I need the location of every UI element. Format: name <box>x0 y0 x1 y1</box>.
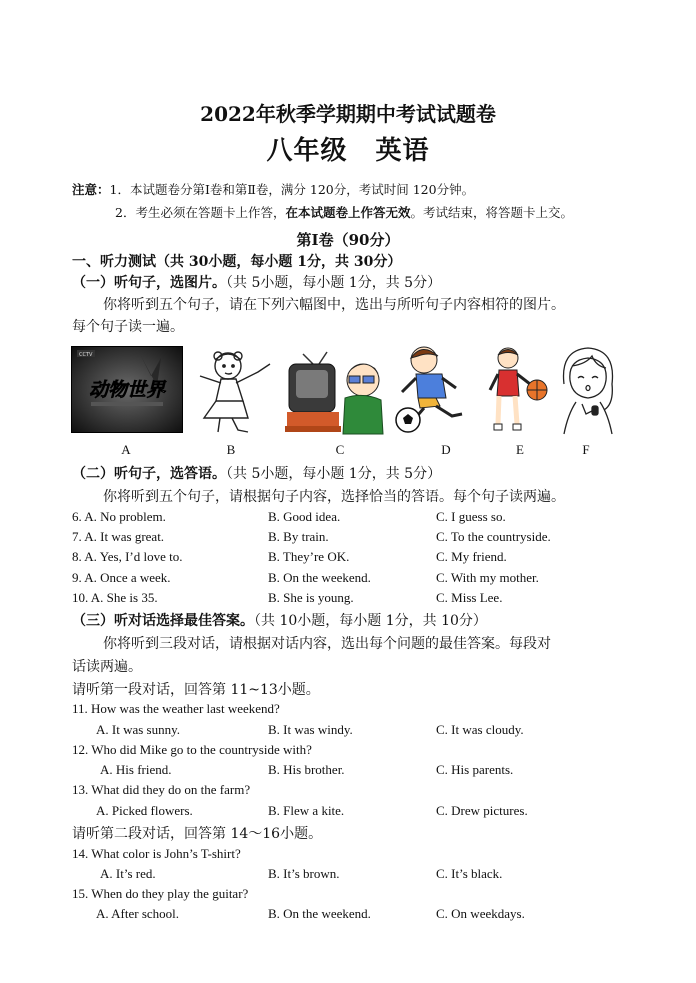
sub3-instruction-1: 你将听到三段对话，请根据对话内容，选出每个问题的最佳答案。每段对 <box>103 636 551 652</box>
q10-option-a: 10. A. She is 35. <box>72 590 158 605</box>
sub2-heading <box>72 463 441 483</box>
q12-text: 12. Who did Mike go to the countryside with? <box>72 742 312 757</box>
boy-watching-tv-icon <box>283 346 385 436</box>
picture-label-e: E <box>516 442 524 457</box>
notice-item-1: 1．本试题卷分第Ⅰ卷和第Ⅱ卷，满分 120分，考试时间 120分钟。 <box>109 182 475 197</box>
girl-singing-icon <box>556 344 620 436</box>
dancing-girl-icon <box>188 346 278 436</box>
sub1-score: （共 5小题，每小题 1分，共 5分） <box>226 275 442 291</box>
sub1-title: （一）听句子，选图片。 <box>72 275 226 291</box>
svg-text:CCTV: CCTV <box>79 352 93 358</box>
q7-option-b: B. By train. <box>268 529 329 544</box>
sub3-title: （三）听对话选择最佳答案。 <box>72 613 254 629</box>
q11-option-a: A. It was sunny. <box>96 722 181 737</box>
exam-title: 2022年秋季学期期中考试试题卷 <box>200 102 496 126</box>
q6-option-c: C. I guess so. <box>436 509 506 524</box>
notice-item-2b: 。考试结束，将答题卡上交。 <box>410 205 573 220</box>
part-title: 一、听力测试（共 30小题，每小题 1分，共 30分） <box>72 254 402 270</box>
q15-text: 15. When do they play the guitar? <box>72 886 249 901</box>
section-title: 第Ⅰ卷（90分） <box>296 231 400 249</box>
sub3-score: （共 10小题，每小题 1分，共 10分） <box>254 613 487 629</box>
q10-option-c: C. Miss Lee. <box>436 590 503 605</box>
q9-option-a: 9. A. Once a week. <box>72 570 171 585</box>
q6-option-a: 6. A. No problem. <box>72 509 166 524</box>
sub1-instruction-1: 你将听到五个句子，请在下列六幅图中，选出与所听句子内容相符的图片。 <box>103 297 565 313</box>
notice-item-2-bold: 在本试题卷上作答无效 <box>285 205 411 220</box>
exam-subject: 八年级 英语 <box>266 136 430 166</box>
q12-option-c: C. His parents. <box>436 762 514 777</box>
q13-text: 13. What did they do on the farm? <box>72 782 251 797</box>
q14-option-b: B. It’s brown. <box>268 866 340 881</box>
picture-label-a: A <box>121 442 131 457</box>
tv-program-animal-world-icon <box>71 346 183 433</box>
sub2-title: （二）听句子，选答语。 <box>72 466 226 482</box>
q9-option-c: C. With my mother. <box>436 570 539 585</box>
dialog2-intro: 请听第二段对话，回答第 14～16小题。 <box>72 826 323 842</box>
q6-option-b: B. Good idea. <box>268 509 341 524</box>
q12-option-b: B. His brother. <box>268 762 345 777</box>
q14-text: 14. What color is John’s T-shirt? <box>72 846 241 861</box>
q7-option-a: 7. A. It was great. <box>72 529 165 544</box>
sub3-instruction-2: 话读两遍。 <box>72 659 142 675</box>
notice-label: 注意： <box>72 182 110 197</box>
sub3-heading <box>72 610 487 630</box>
q11-option-b: B. It was windy. <box>268 722 353 737</box>
sub2-instruction: 你将听到五个句子，请根据句子内容，选择恰当的答语。每个句子读两遍。 <box>103 489 565 505</box>
q13-option-a: A. Picked flowers. <box>96 803 193 818</box>
notice-line-2 <box>115 203 573 221</box>
dialog1-intro: 请听第一段对话，回答第 11~13小题。 <box>72 682 320 698</box>
q15-option-c: C. On weekdays. <box>436 906 525 921</box>
q12-option-a: A. His friend. <box>100 762 172 777</box>
q8-option-c: C. My friend. <box>436 549 507 564</box>
notice-item-2a: 2．考生必须在答题卡上作答， <box>115 205 286 220</box>
q10-option-b: B. She is young. <box>268 590 354 605</box>
q9-option-b: B. On the weekend. <box>268 570 371 585</box>
boy-playing-football-icon <box>394 344 480 436</box>
q14-option-c: C. It’s black. <box>436 866 503 881</box>
sub1-heading <box>72 272 441 292</box>
q8-option-b: B. They’re OK. <box>268 549 350 564</box>
q13-option-c: C. Drew pictures. <box>436 803 528 818</box>
q15-option-b: B. On the weekend. <box>268 906 371 921</box>
animal-world-caption: 动物世界 <box>88 379 166 401</box>
q8-option-a: 8. A. Yes, I’d love to. <box>72 549 183 564</box>
q7-option-c: C. To the countryside. <box>436 529 551 544</box>
picture-label-d: D <box>441 442 451 457</box>
notice-line-1 <box>72 180 474 198</box>
q15-option-a: A. After school. <box>96 906 180 921</box>
picture-label-c: C <box>335 442 345 457</box>
sub1-instruction-2: 每个句子读一遍。 <box>72 319 184 335</box>
sub2-score: （共 5小题，每小题 1分，共 5分） <box>226 466 442 482</box>
q13-option-b: B. Flew a kite. <box>268 803 345 818</box>
q11-text: 11. How was the weather last weekend? <box>72 701 280 716</box>
picture-label-f: F <box>582 442 590 457</box>
boy-playing-basketball-icon <box>486 344 550 436</box>
q14-option-a: A. It’s red. <box>100 866 156 881</box>
q11-option-c: C. It was cloudy. <box>436 722 524 737</box>
picture-label-b: B <box>226 442 236 457</box>
